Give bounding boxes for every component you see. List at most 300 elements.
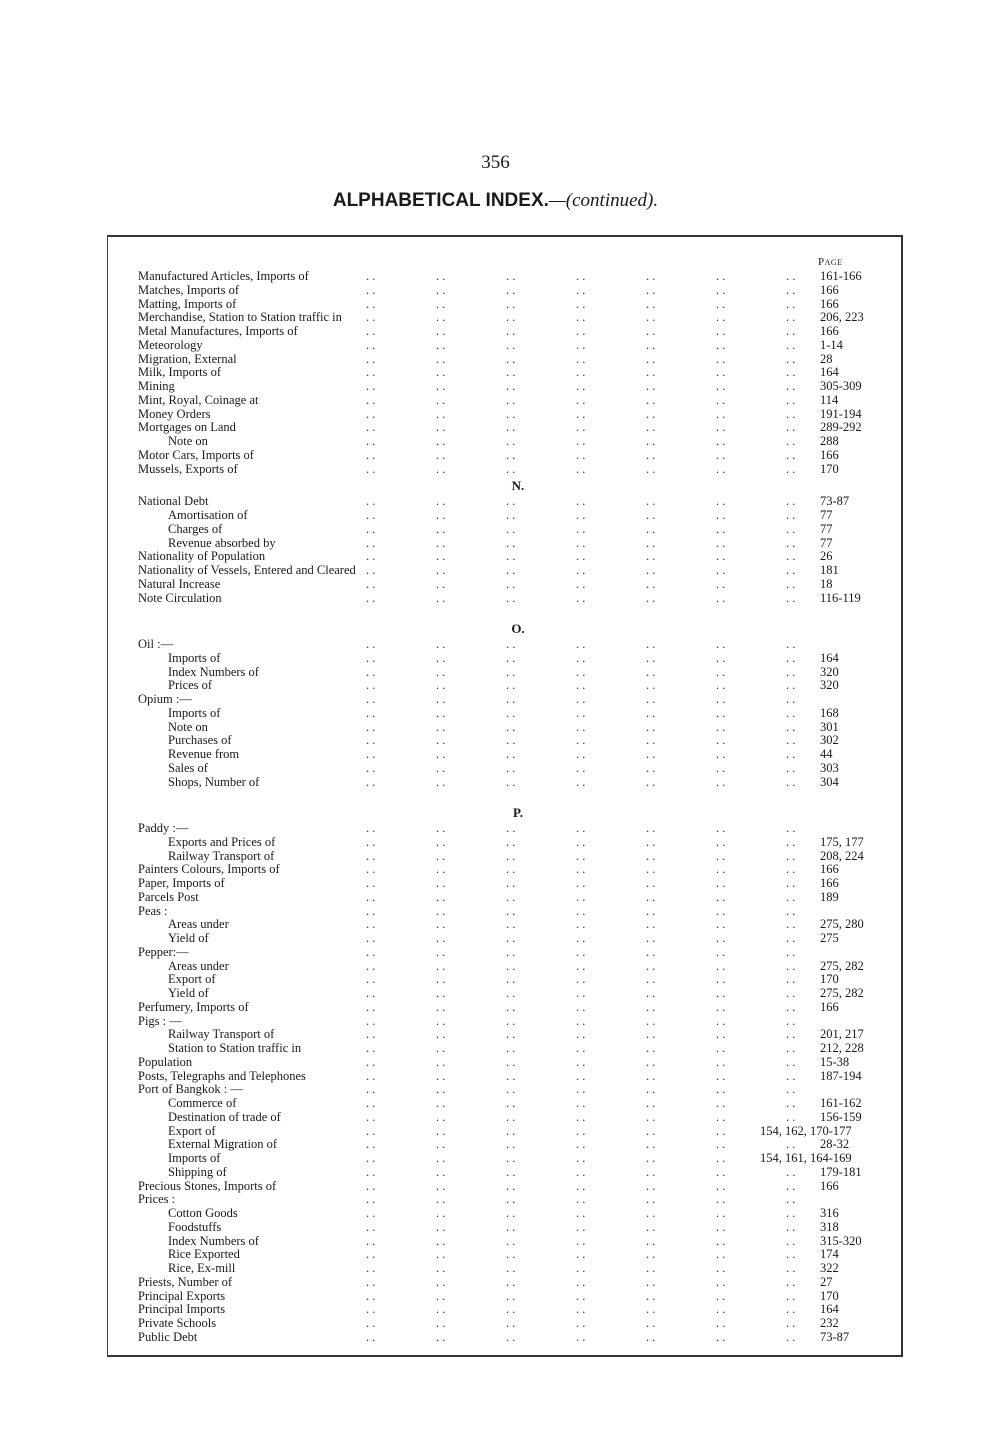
entry-page: 161-162 <box>820 1096 862 1110</box>
leader-dot-group: . . <box>786 1109 796 1124</box>
leader-dot-group: . . <box>646 461 656 476</box>
leader-dot-group: . . <box>646 1288 656 1303</box>
leader-dot-group: . . <box>366 986 376 1000</box>
section-spacer <box>138 605 878 619</box>
entry-page: 191-194 <box>820 406 862 421</box>
leader-dot-group: . . <box>716 1137 726 1152</box>
leader-dot-group: . . <box>716 549 726 564</box>
leader-dot-group: . . <box>366 1302 376 1317</box>
leader-dot-group: . . <box>366 664 376 679</box>
entry-page: 114 <box>820 392 839 407</box>
entry-label: Pepper:— <box>138 944 189 959</box>
leader-dot-group: . . <box>716 1151 726 1165</box>
entry-page: 1-14 <box>820 337 843 352</box>
entry-label: Cotton Goods <box>168 1206 238 1220</box>
leader-dot-group: . . <box>786 889 796 904</box>
leader-dot-group: . . <box>506 1261 516 1275</box>
leader-dot-group: . . <box>646 774 656 789</box>
leader-dot-group: . . <box>576 1219 586 1234</box>
leader-dots <box>366 564 796 578</box>
leader-dot-group: . . <box>646 999 656 1014</box>
leader-dot-group: . . <box>716 351 726 366</box>
leader-dot-group: . . <box>506 392 516 407</box>
leader-dots <box>366 877 796 891</box>
index-subentry <box>138 850 878 864</box>
index-subentry <box>138 1028 878 1042</box>
leader-dot-group: . . <box>786 1054 796 1069</box>
leader-dot-group: . . <box>436 494 446 509</box>
leader-dot-group: . . <box>436 576 446 591</box>
leader-dot-group: . . <box>506 1329 516 1344</box>
leader-dot-group: . . <box>366 637 376 651</box>
leader-dot-group: . . <box>716 719 726 734</box>
section-letter: P. <box>513 805 523 820</box>
leader-dot-group: . . <box>786 549 796 564</box>
leader-dot-group: . . <box>716 1274 726 1289</box>
leader-dot-group: . . <box>646 719 656 734</box>
leader-dot-group: . . <box>786 972 796 987</box>
leader-dot-group: . . <box>576 931 586 945</box>
leader-dot-group: . . <box>366 747 376 761</box>
entry-page: 289-292 <box>820 420 862 435</box>
index-subentry <box>138 707 878 721</box>
leader-dot-group: . . <box>716 637 726 651</box>
leader-dot-group: . . <box>576 296 586 311</box>
leader-dot-group: . . <box>366 379 376 393</box>
leader-dot-group: . . <box>786 1027 796 1042</box>
leader-dot-group: . . <box>576 379 586 393</box>
leader-dots <box>366 1056 796 1070</box>
index-subentry <box>138 1221 878 1235</box>
index-subentry <box>138 748 878 762</box>
leader-dot-group: . . <box>366 972 376 987</box>
index-subentry <box>138 1138 878 1152</box>
leader-dot-group: . . <box>506 862 516 877</box>
index-subentry <box>138 435 878 449</box>
leader-dot-group: . . <box>646 986 656 1000</box>
index-entry <box>138 863 878 877</box>
leader-dot-group: . . <box>716 1041 726 1055</box>
entry-page: 28-32 <box>820 1137 850 1152</box>
leader-dots <box>366 537 796 551</box>
leader-dot-group: . . <box>786 637 796 651</box>
entry-label: Motor Cars, Imports of <box>138 447 254 462</box>
leader-dot-group: . . <box>646 1096 656 1110</box>
leader-dot-group: . . <box>366 958 376 973</box>
entry-label: Migration, External <box>138 351 237 366</box>
leader-dot-group: . . <box>716 324 726 338</box>
leader-dot-group: . . <box>576 1027 586 1042</box>
leader-dot-group: . . <box>646 1164 656 1179</box>
leader-dot-group: . . <box>436 1109 446 1124</box>
entry-page: 301 <box>820 719 839 734</box>
leader-dots <box>366 509 796 523</box>
entry-label: Perfumery, Imports of <box>138 999 249 1014</box>
leader-dot-group: . . <box>786 1219 796 1234</box>
index-subentry <box>138 1207 878 1221</box>
leader-dot-group: . . <box>786 1261 796 1275</box>
leader-dot-group: . . <box>786 282 796 297</box>
leader-dot-group: . . <box>786 733 796 748</box>
leader-dot-group: . . <box>716 664 726 679</box>
leader-dot-group: . . <box>436 1247 446 1262</box>
leader-dot-group: . . <box>646 747 656 761</box>
leader-dot-group: . . <box>576 705 586 720</box>
leader-dot-group: . . <box>716 365 726 380</box>
leader-dot-group: . . <box>786 365 796 380</box>
leader-dot-group: . . <box>366 549 376 564</box>
entry-page: 77 <box>820 535 833 550</box>
leader-dot-group: . . <box>366 1274 376 1289</box>
leader-dot-group: . . <box>716 876 726 890</box>
leader-dot-group: . . <box>436 650 446 665</box>
leader-dot-group: . . <box>366 1316 376 1330</box>
leader-dots <box>366 707 796 721</box>
leader-dots <box>366 1262 796 1276</box>
leader-dot-group: . . <box>436 282 446 297</box>
leader-dot-group: . . <box>366 650 376 665</box>
leader-dot-group: . . <box>646 535 656 550</box>
leader-dot-group: . . <box>786 351 796 366</box>
leader-dot-group: . . <box>366 324 376 338</box>
leader-dot-group: . . <box>716 917 726 932</box>
leader-dot-group: . . <box>506 637 516 651</box>
entry-label: Public Debt <box>138 1329 198 1344</box>
leader-dots <box>366 776 796 790</box>
entry-label: Prices of <box>168 678 213 693</box>
leader-dots <box>366 495 796 509</box>
leader-dots <box>366 973 796 987</box>
leader-dot-group: . . <box>436 1151 446 1165</box>
leader-dot-group: . . <box>786 986 796 1000</box>
index-entry <box>138 946 878 960</box>
leader-dot-group: . . <box>786 958 796 973</box>
leader-dots <box>366 325 796 339</box>
leader-dot-group: . . <box>366 944 376 959</box>
leader-dot-group: . . <box>506 590 516 605</box>
leader-dot-group: . . <box>786 931 796 945</box>
leader-dot-group: . . <box>786 1096 796 1110</box>
index-entry <box>138 693 878 707</box>
leader-dots <box>366 1070 796 1084</box>
leader-dot-group: . . <box>646 1206 656 1220</box>
entry-label: Areas under <box>168 917 229 932</box>
entry-label: Matting, Imports of <box>138 296 237 311</box>
entry-label: Parcels Post <box>138 889 199 904</box>
leader-dot-group: . . <box>506 1164 516 1179</box>
leader-dot-group: . . <box>436 324 446 338</box>
leader-dot-group: . . <box>506 889 516 904</box>
leader-dot-group: . . <box>506 1013 516 1028</box>
leader-dot-group: . . <box>786 1178 796 1193</box>
leader-dot-group: . . <box>576 958 586 973</box>
leader-dot-group: . . <box>716 705 726 720</box>
entry-label: Matches, Imports of <box>138 282 240 297</box>
leader-dots <box>366 1221 796 1235</box>
leader-dot-group: . . <box>366 1206 376 1220</box>
leader-dots <box>366 1015 796 1029</box>
leader-dot-group: . . <box>646 269 656 283</box>
leader-dot-group: . . <box>646 494 656 509</box>
leader-dot-group: . . <box>436 876 446 890</box>
leader-dot-group: . . <box>436 692 446 706</box>
leader-dot-group: . . <box>366 351 376 366</box>
leader-dot-group: . . <box>716 494 726 509</box>
entry-label: Opium :— <box>138 692 192 706</box>
index-entry <box>138 325 878 339</box>
entry-page: 164 <box>820 650 839 665</box>
leader-dot-group: . . <box>506 986 516 1000</box>
index-subentry <box>138 721 878 735</box>
leader-dot-group: . . <box>646 972 656 987</box>
leader-dot-group: . . <box>366 406 376 421</box>
leader-dots <box>366 1166 796 1180</box>
leader-dot-group: . . <box>646 590 656 605</box>
leader-dot-group: . . <box>716 1316 726 1330</box>
index-entries <box>138 270 878 1345</box>
leader-dot-group: . . <box>646 1109 656 1124</box>
leader-dot-group: . . <box>786 1137 796 1152</box>
leader-dot-group: . . <box>786 535 796 550</box>
leader-dot-group: . . <box>576 392 586 407</box>
leader-dot-group: . . <box>646 434 656 448</box>
index-entry <box>138 1070 878 1084</box>
leader-dot-group: . . <box>436 917 446 932</box>
leader-dot-group: . . <box>646 876 656 890</box>
index-subentry <box>138 836 878 850</box>
leader-dot-group: . . <box>786 692 796 706</box>
leader-dot-group: . . <box>436 1123 446 1138</box>
leader-dot-group: . . <box>506 1288 516 1303</box>
leader-dot-group: . . <box>506 1054 516 1069</box>
leader-dot-group: . . <box>576 889 586 904</box>
leader-dot-group: . . <box>506 917 516 932</box>
leader-dot-group: . . <box>366 1123 376 1138</box>
leader-dot-group: . . <box>506 903 516 918</box>
leader-dot-group: . . <box>716 434 726 448</box>
index-subentry <box>138 1111 878 1125</box>
index-subentry <box>138 652 878 666</box>
leader-dot-group: . . <box>646 650 656 665</box>
leader-dot-group: . . <box>506 1233 516 1248</box>
leader-dot-group: . . <box>646 379 656 393</box>
leader-dot-group: . . <box>646 1192 656 1207</box>
leader-dot-group: . . <box>786 406 796 421</box>
leader-dot-group: . . <box>506 834 516 849</box>
leader-dot-group: . . <box>716 1109 726 1124</box>
entry-label: Station to Station traffic in <box>168 1041 302 1055</box>
section-spacer <box>138 789 878 803</box>
leader-dot-group: . . <box>576 1096 586 1110</box>
leader-dot-group: . . <box>506 1192 516 1207</box>
leader-dot-group: . . <box>366 337 376 352</box>
index-subentry <box>138 987 878 1001</box>
index-entry <box>138 449 878 463</box>
leader-dots <box>366 1138 796 1152</box>
leader-dot-group: . . <box>506 692 516 706</box>
leader-dot-group: . . <box>366 733 376 748</box>
leader-dot-group: . . <box>786 590 796 605</box>
leader-dot-group: . . <box>716 1192 726 1207</box>
index-subentry <box>138 776 878 790</box>
index-entry <box>138 1276 878 1290</box>
leader-dot-group: . . <box>366 434 376 448</box>
leader-dot-group: . . <box>506 972 516 987</box>
leader-dot-group: . . <box>786 1274 796 1289</box>
leader-dots <box>366 1001 796 1015</box>
leader-dot-group: . . <box>576 637 586 651</box>
leader-dot-group: . . <box>786 461 796 476</box>
leader-dot-group: . . <box>506 1206 516 1220</box>
entry-label: Mining <box>138 379 175 393</box>
leader-dot-group: . . <box>366 1151 376 1165</box>
entry-label: Yield of <box>168 986 209 1000</box>
index-entry <box>138 1015 878 1029</box>
leader-dot-group: . . <box>366 1261 376 1275</box>
leader-dots <box>366 1331 796 1345</box>
entry-page: 170 <box>820 1288 839 1303</box>
entry-page: 161-166 <box>820 269 862 283</box>
title-text: ALPHABETICAL INDEX. <box>332 190 549 211</box>
entry-label: Nationality of Vessels, Entered and Cleared <box>138 563 356 577</box>
leader-dot-group: . . <box>646 1041 656 1055</box>
leader-dot-group: . . <box>576 494 586 509</box>
entry-label: Sales of <box>168 760 208 775</box>
leader-dot-group: . . <box>716 1027 726 1042</box>
leader-dot-group: . . <box>436 461 446 476</box>
leader-dot-group: . . <box>646 903 656 918</box>
leader-dot-group: . . <box>716 447 726 462</box>
leader-dot-group: . . <box>506 650 516 665</box>
entry-label: Merchandise, Station to Station traffic in <box>138 310 342 325</box>
leader-dot-group: . . <box>576 406 586 421</box>
index-subentry <box>138 932 878 946</box>
entry-page: 164 <box>820 365 839 380</box>
leader-dot-group: . . <box>576 563 586 577</box>
leader-dot-group: . . <box>366 461 376 476</box>
entry-label: Mortgages on Land <box>138 420 236 435</box>
entry-page: 320 <box>820 664 839 679</box>
entry-label: Painters Colours, Imports of <box>138 862 280 877</box>
leader-dot-group: . . <box>786 494 796 509</box>
leader-dots <box>366 946 796 960</box>
index-entry <box>138 353 878 367</box>
leader-dot-group: . . <box>646 392 656 407</box>
leader-dots <box>366 408 796 422</box>
entry-label: Nationality of Population <box>138 549 266 564</box>
leader-dot-group: . . <box>366 1068 376 1083</box>
leader-dot-group: . . <box>436 1013 446 1028</box>
section-letter: N. <box>511 478 525 494</box>
leader-dot-group: . . <box>786 903 796 918</box>
leader-dots <box>366 1125 796 1139</box>
leader-dot-group: . . <box>576 1274 586 1289</box>
leader-dot-group: . . <box>576 719 586 734</box>
entry-label: Note on <box>168 719 208 734</box>
leader-dot-group: . . <box>716 1302 726 1317</box>
leader-dots <box>366 380 796 394</box>
leader-dot-group: . . <box>506 1096 516 1110</box>
leader-dot-group: . . <box>366 1178 376 1193</box>
leader-dot-group: . . <box>366 848 376 863</box>
leader-dot-group: . . <box>716 903 726 918</box>
leader-dot-group: . . <box>576 1288 586 1303</box>
leader-dot-group: . . <box>646 563 656 577</box>
leader-dot-group: . . <box>506 508 516 522</box>
index-entry <box>138 592 878 606</box>
entry-page: 288 <box>820 434 839 448</box>
entry-label: Oil :— <box>138 637 174 651</box>
leader-dot-group: . . <box>716 650 726 665</box>
leader-dot-group: . . <box>716 1123 726 1138</box>
leader-dot-group: . . <box>786 678 796 693</box>
index-entry <box>138 1083 878 1097</box>
entry-label: Exports and Prices of <box>168 834 276 849</box>
leader-dot-group: . . <box>576 461 586 476</box>
entry-page: 304 <box>820 774 839 789</box>
leader-dots <box>366 421 796 435</box>
leader-dot-group: . . <box>436 521 446 536</box>
leader-dot-group: . . <box>506 1027 516 1042</box>
leader-dot-group: . . <box>506 1316 516 1330</box>
leader-dot-group: . . <box>646 1137 656 1152</box>
entry-label: Mussels, Exports of <box>138 461 238 476</box>
leader-dot-group: . . <box>576 650 586 665</box>
leader-dot-group: . . <box>576 917 586 932</box>
entry-label: Note on <box>168 434 208 448</box>
leader-dot-group: . . <box>786 1247 796 1262</box>
index-entry <box>138 408 878 422</box>
leader-dots <box>366 1083 796 1097</box>
entry-label: Foodstuffs <box>168 1219 222 1234</box>
leader-dot-group: . . <box>786 774 796 789</box>
leader-dot-group: . . <box>716 1082 726 1097</box>
index-subentry <box>138 1097 878 1111</box>
leader-dot-group: . . <box>436 1261 446 1275</box>
entry-page: 206, 223 <box>820 310 864 325</box>
entry-label: Index Numbers of <box>168 664 259 679</box>
index-entry <box>138 380 878 394</box>
entry-page: 275, 282 <box>820 986 864 1000</box>
leader-dot-group: . . <box>576 420 586 435</box>
leader-dot-group: . . <box>716 392 726 407</box>
leader-dots <box>366 932 796 946</box>
entry-page: 168 <box>820 705 839 720</box>
entry-label: Paddy :— <box>138 821 189 835</box>
leader-dot-group: . . <box>506 494 516 509</box>
leader-dot-group: . . <box>786 719 796 734</box>
leader-dot-group: . . <box>366 1054 376 1069</box>
leader-dot-group: . . <box>506 337 516 352</box>
leader-dot-group: . . <box>366 1137 376 1152</box>
leader-dot-group: . . <box>506 999 516 1014</box>
leader-dot-group: . . <box>576 590 586 605</box>
entry-page: 28 <box>820 351 833 366</box>
leader-dots <box>366 1248 796 1262</box>
leader-dot-group: . . <box>786 862 796 877</box>
entry-page: 212, 228 <box>820 1041 864 1055</box>
leader-dot-group: . . <box>436 1233 446 1248</box>
leader-dot-group: . . <box>436 1274 446 1289</box>
entry-label: Imports of <box>168 705 221 720</box>
leader-dot-group: . . <box>576 972 586 987</box>
leader-dot-group: . . <box>576 365 586 380</box>
leader-dot-group: . . <box>436 958 446 973</box>
leader-dots <box>366 523 796 537</box>
leader-dot-group: . . <box>366 1041 376 1055</box>
leader-dot-group: . . <box>786 420 796 435</box>
leader-dot-group: . . <box>786 650 796 665</box>
